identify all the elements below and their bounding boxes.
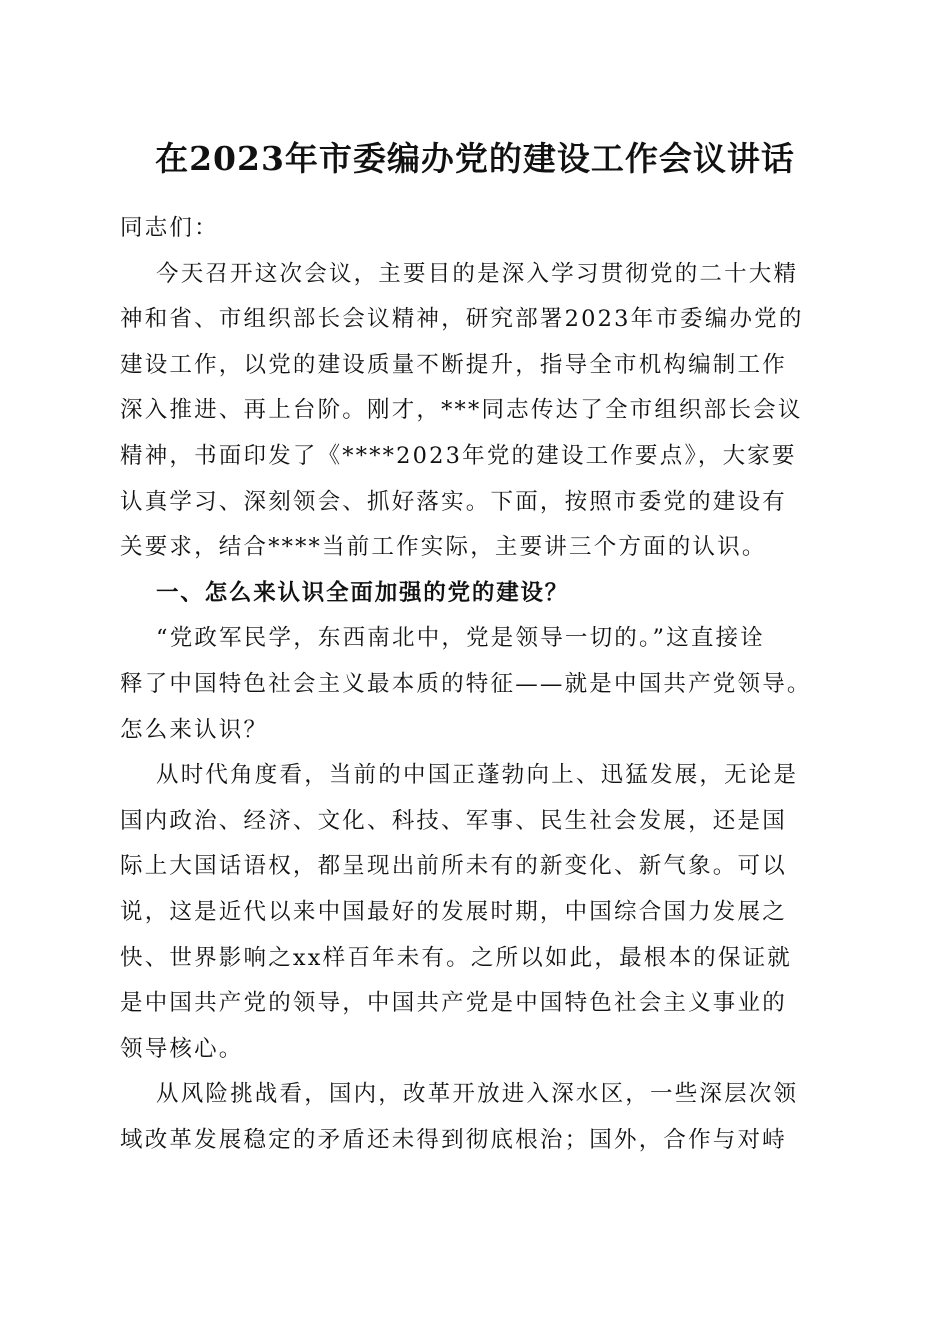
paragraph-line: 释了中国特色社会主义最本质的特征——就是中国共产党领导。 — [120, 670, 812, 697]
document-body — [120, 206, 840, 1163]
paragraph-line: 关要求，结合****当前工作实际，主要讲三个方面的认识。 — [120, 534, 767, 561]
paragraph-line: 怎么来认识？ — [120, 716, 269, 743]
paragraph-line: 今天召开这次会议，主要目的是深入学习贯彻党的二十大精 — [156, 260, 799, 287]
paragraph-line: 际上大国话语权，都呈现出前所未有的新变化、新气象。可以 — [120, 853, 787, 880]
paragraph-line: 建设工作，以党的建设质量不断提升，指导全市机构编制工作 — [120, 351, 787, 378]
greeting: 同志们： — [120, 215, 219, 241]
paragraph-line: 领导核心。 — [120, 1035, 244, 1062]
paragraph-line: 域改革发展稳定的矛盾还未得到彻底根治；国外，合作与对峙 — [120, 1126, 787, 1153]
paragraph-line: 神和省、市组织部长会议精神，研究部署2023年市委编办党的 — [120, 306, 804, 333]
paragraph-line: 从风险挑战看，国内，改革开放进入深水区，一些深层次领 — [156, 1081, 799, 1108]
paragraph-line: 精神，书面印发了《****2023年党的建设工作要点》，大家要 — [120, 442, 797, 469]
section-heading: 一、怎么来认识全面加强的党的建设？ — [156, 579, 570, 606]
paragraph-line: 深入推进、再上台阶。刚才，***同志传达了全市组织部长会议 — [120, 397, 803, 424]
paragraph-line: 是中国共产党的领导，中国共产党是中国特色社会主义事业的 — [120, 990, 787, 1017]
document-title: 在2023年市委编办党的建设工作会议讲话 — [155, 139, 795, 178]
paragraph-line: 国内政治、经济、文化、科技、军事、民生社会发展，还是国 — [120, 807, 787, 834]
paragraph-line: 认真学习、深刻领会、抓好落实。下面，按照市委党的建设有 — [120, 488, 787, 515]
paragraph-line: 从时代角度看，当前的中国正蓬勃向上、迅猛发展，无论是 — [156, 762, 799, 789]
paragraph-line: 说，这是近代以来中国最好的发展时期，中国综合国力发展之 — [120, 898, 787, 925]
paragraph-line: 快、世界影响之xx样百年未有。之所以如此，最根本的保证就 — [120, 944, 792, 971]
paragraph-line: “党政军民学，东西南北中，党是领导一切的。”这直接诠 — [156, 625, 765, 652]
